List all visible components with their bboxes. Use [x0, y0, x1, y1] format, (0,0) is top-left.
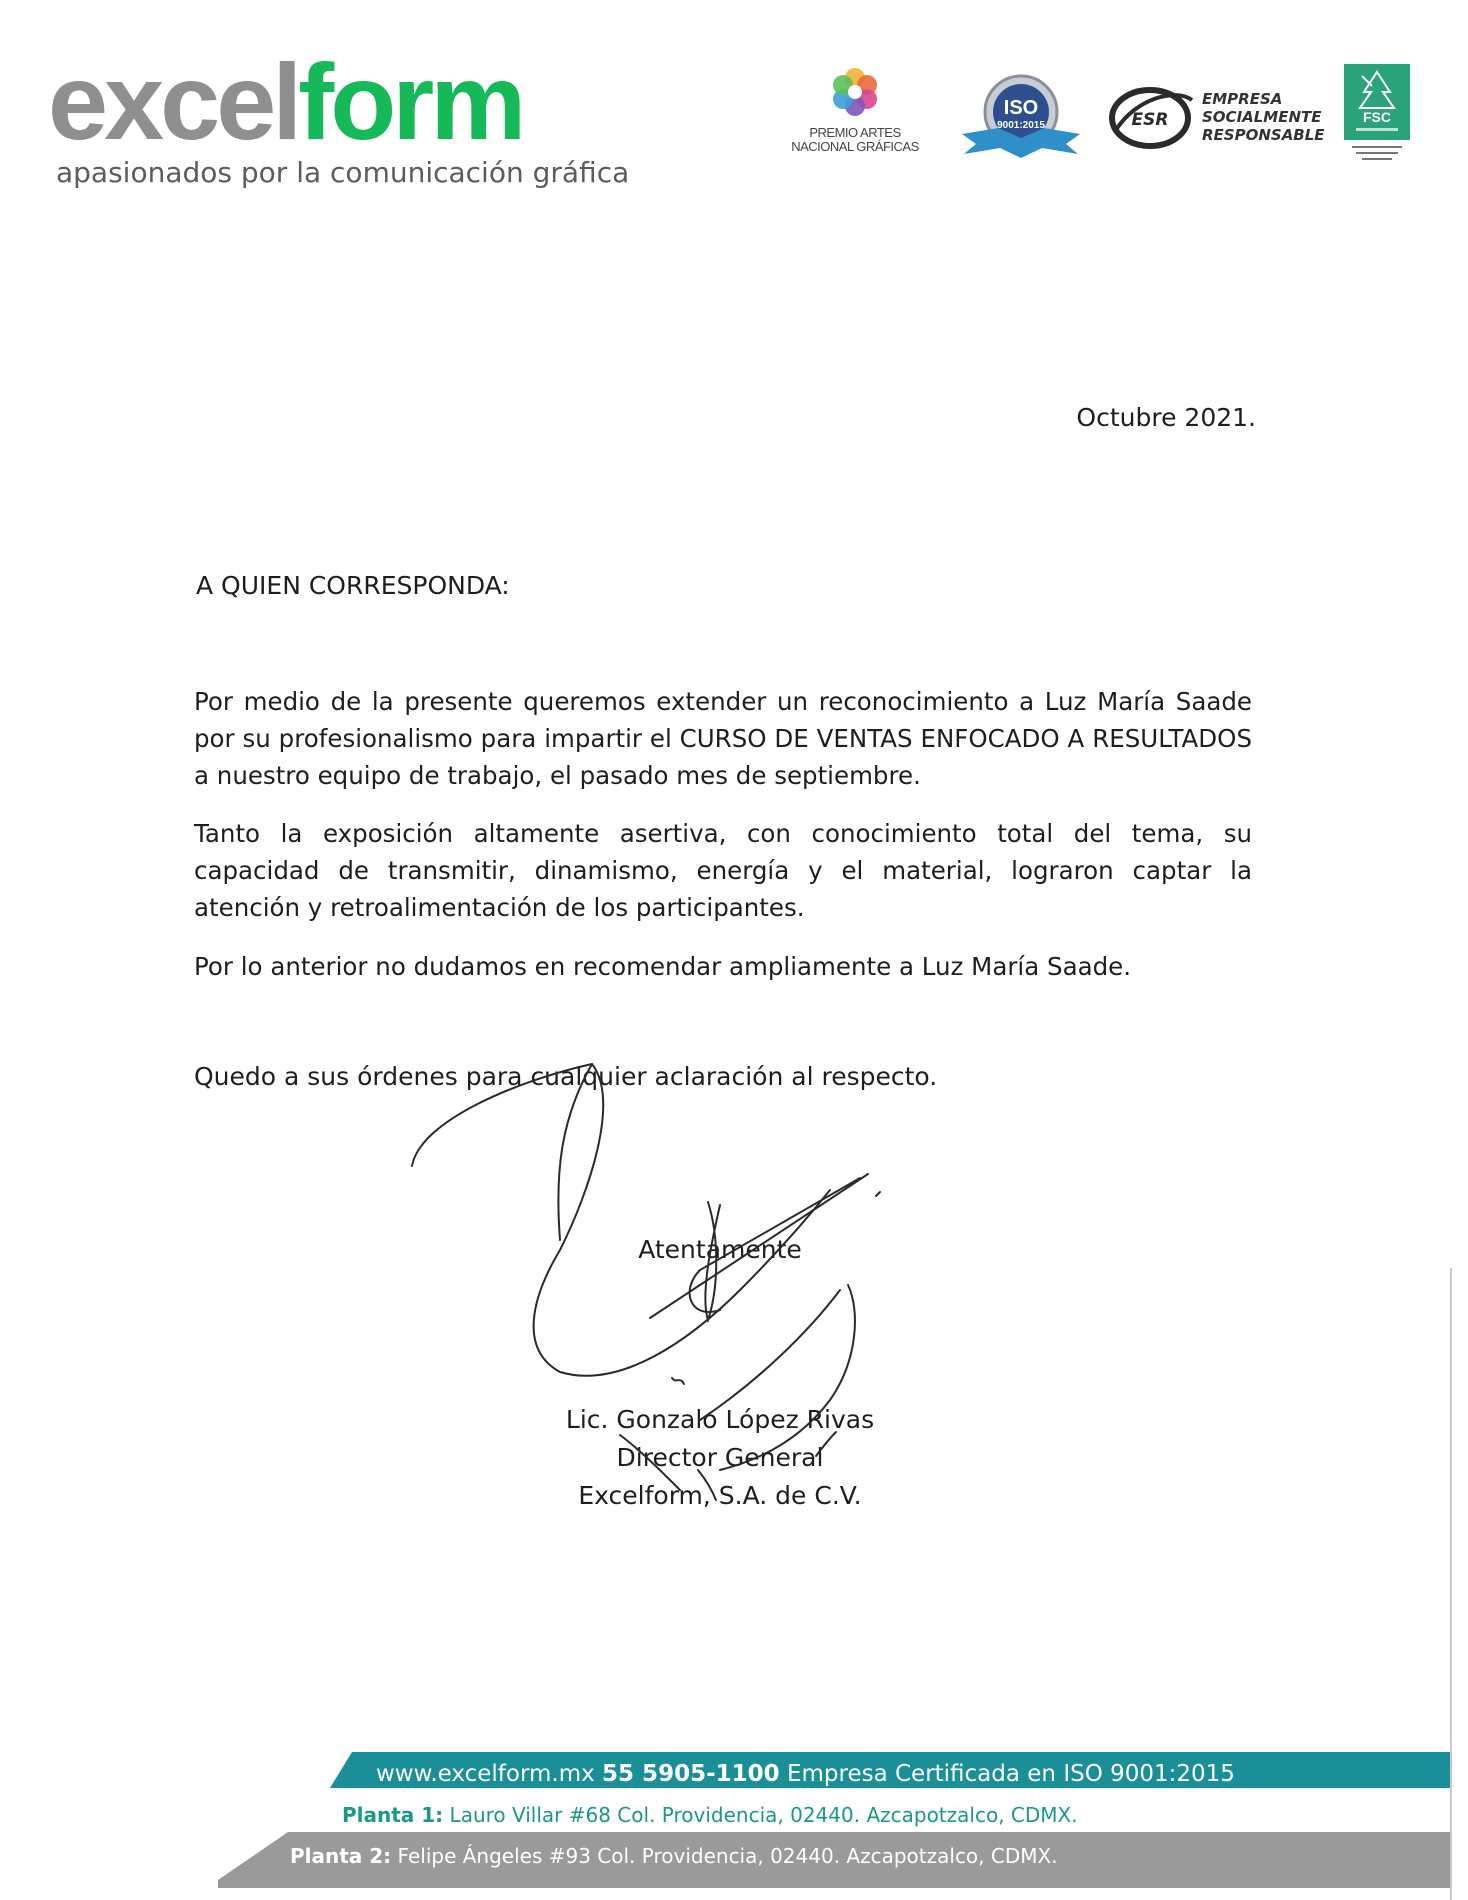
- logo-tagline: apasionados por la comunicación gráfica: [56, 156, 630, 189]
- letter-valediction: Atentamente: [638, 1235, 802, 1264]
- esr-mark-text: ESR: [1131, 110, 1169, 130]
- page-edge-line: [1450, 1268, 1452, 1900]
- letter-closing: Quedo a sus órdenes para cualquier aclaración al respecto.: [194, 1062, 938, 1091]
- fsc-label: FSC: [1363, 109, 1391, 125]
- logo-word-excel: excel: [48, 41, 299, 162]
- footer-website-link[interactable]: www.excelform.mx: [376, 1761, 595, 1787]
- logo-word-form: form: [298, 41, 523, 162]
- iso-top-text: ISO: [1003, 97, 1039, 119]
- plant-1-address: Lauro Villar #68 Col. Providencia, 02440. Azcapotzalco, CDMX.: [449, 1803, 1078, 1827]
- esr-line-3: RESPONSABLE: [1202, 126, 1325, 144]
- plant-1-label: Planta 1:: [342, 1803, 444, 1827]
- footer-phone: 55 5905-1100: [602, 1761, 780, 1787]
- letter-paragraph-3: Por lo anterior no dudamos en recomendar ampliamente a Luz María Saade.: [194, 952, 1132, 981]
- footer-certification: Empresa Certificada en ISO 9001:2015: [786, 1761, 1235, 1787]
- plant-2-label: Planta 2:: [290, 1844, 392, 1868]
- footer-plant-1: [342, 1803, 1078, 1827]
- footer-plant-2: [290, 1844, 1058, 1868]
- letter-date: Octubre 2021.: [1076, 403, 1256, 432]
- plant-2-address: Felipe Ángeles #93 Col. Providencia, 02440. Azcapotzalco, CDMX.: [397, 1844, 1058, 1868]
- signer-title: Director General: [616, 1443, 824, 1472]
- signer-name: Lic. Gonzalo López Rivas: [565, 1405, 875, 1434]
- esr-line-1: EMPRESA: [1202, 90, 1283, 108]
- iso-number-text: 9001:2015: [997, 120, 1045, 131]
- letter-salutation: A QUIEN CORRESPONDA:: [196, 571, 510, 600]
- letter-paragraph-1: Por medio de la presente queremos extender un reconocimiento a Luz María Saade por su profesionalismo para impartir el CURSO DE VENTAS ENFOCADO A RESULTADOS a nuestro equipo de trabajo, el pasado mes de septiembre.: [194, 687, 1252, 790]
- signer-company: Excelform, S.A. de C.V.: [578, 1481, 862, 1510]
- esr-line-2: SOCIALMENTE: [1202, 108, 1322, 126]
- letter-paragraph-2: Tanto la exposición altamente asertiva, con conocimiento total del tema, su capacidad de transmitir, dinamismo, energía y el material, lograron captar la atención y retroalimentación de los participantes.: [194, 819, 1252, 922]
- premio-label: PREMIO ARTES NACIONAL GRÁFICAS: [791, 125, 919, 154]
- footer-contact-line: [376, 1761, 1235, 1787]
